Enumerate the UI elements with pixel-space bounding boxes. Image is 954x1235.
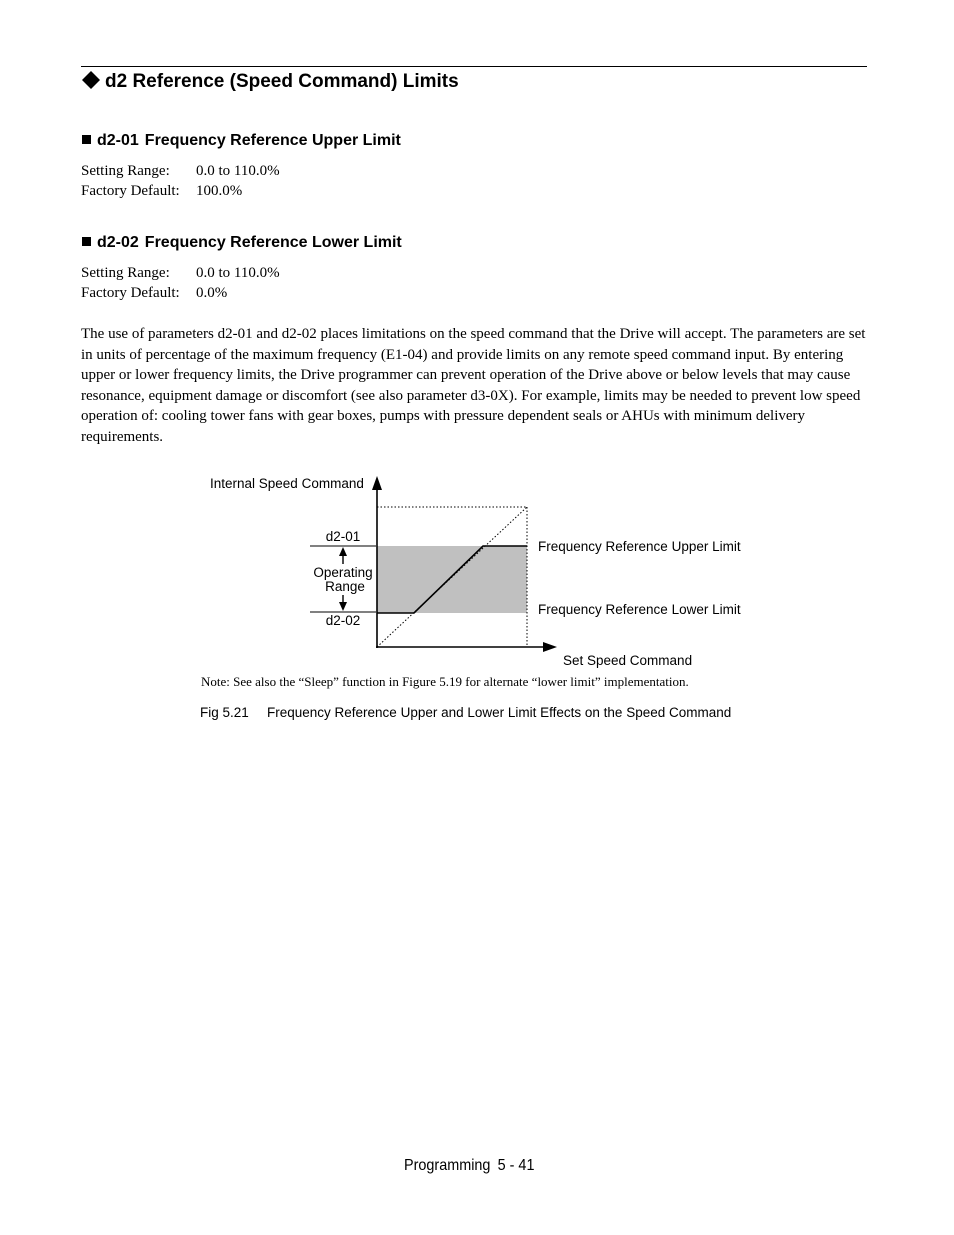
setting-range-value: 0.0 to 110.0% (196, 163, 280, 179)
upper-limit-label: Frequency Reference Upper Limit (538, 539, 741, 554)
body-paragraph: The use of parameters d2-01 and d2-02 places limitations on the speed command that the Drive will accept. The parameters are set in units of percentage of the maximum frequency (E1-04) and provide limits on any remote speed command input. By entering upper or lower frequency limits, the Drive programmer can prevent operation of the Drive above or below levels that may cause resonance, equipment damage or discomfort (see also parameter d3-0X). For example, limits may be needed to prevent low speed operation of: cooling tower fans with gear boxes, pumps with pressure dependent seals or AHUs with minimum delivery requirements. (81, 326, 866, 445)
lower-limit-label: Frequency Reference Lower Limit (538, 602, 741, 617)
factory-default-value: 100.0% (196, 183, 243, 199)
setting-range-label: Setting Range: (81, 163, 170, 179)
y-axis-arrow-icon (372, 476, 382, 490)
operating-range-label-line1: Operating (313, 565, 373, 580)
range-arrow-down-icon (339, 602, 347, 611)
figure-number: Fig 5.21 (200, 705, 249, 720)
page-number: 5 - 41 (497, 1157, 535, 1174)
factory-default-label: Factory Default: (81, 183, 180, 199)
param-name: Frequency Reference Upper Limit (144, 132, 401, 149)
setting-range-value: 0.0 to 110.0% (196, 265, 280, 281)
x-axis-label: Set Speed Command (563, 653, 693, 668)
figure-caption-text: Frequency Reference Upper and Lower Limit Effects on the Speed Command (267, 705, 732, 720)
factory-default-value: 0.0% (196, 285, 228, 301)
operating-range-label-line2: Range (325, 579, 365, 594)
param-name: Frequency Reference Lower Limit (144, 234, 402, 251)
figure-caption (200, 704, 731, 722)
section-title-text: d2 Reference (Speed Command) Limits (105, 71, 459, 92)
y-axis-label: Internal Speed Command (210, 476, 364, 491)
page-footer (404, 1156, 534, 1176)
range-arrow-up-icon (339, 547, 347, 556)
upper-marker-label: d2-01 (325, 529, 361, 544)
x-axis-arrow-icon (543, 642, 557, 652)
setting-range-label: Setting Range: (81, 265, 170, 281)
footer-section: Programming (404, 1157, 491, 1174)
lower-marker-label: d2-02 (325, 613, 361, 628)
param-code: d2-02 (97, 234, 139, 251)
figure-note: Note: See also the “Sleep” function in Figure 5.19 for alternate “lower limit” implementation. (201, 674, 689, 689)
param-code: d2-01 (97, 132, 139, 149)
factory-default-label: Factory Default: (81, 285, 180, 301)
operating-band (377, 546, 527, 613)
